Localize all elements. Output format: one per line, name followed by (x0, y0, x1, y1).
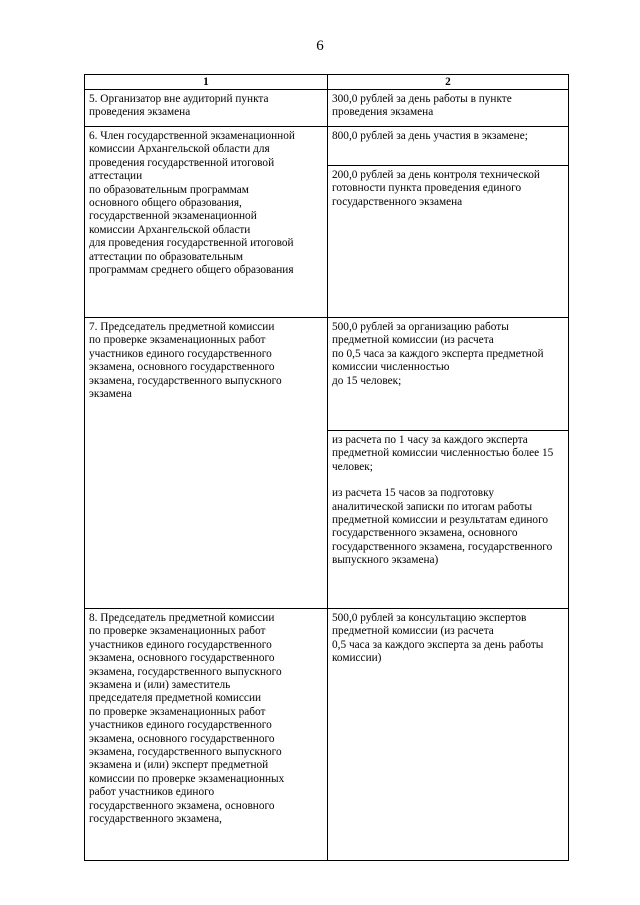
position-line: проведения экзамена (89, 106, 191, 119)
payment-line: до 15 человек; (332, 374, 402, 387)
payment-cell (328, 609, 569, 861)
payment-cell (328, 318, 569, 431)
position-cell (85, 127, 328, 318)
payment-line: 0,5 часа за каждого эксперта за день работы (332, 638, 544, 651)
column-header-2: 2 (328, 75, 569, 90)
table-row (85, 318, 569, 431)
position-line: участников единого государственного (89, 347, 272, 360)
payment-line: по 0,5 часа за каждого эксперта предметной (332, 347, 544, 360)
position-line: экзамена, государственного выпускного (89, 665, 282, 678)
position-line: для проведения государственной итоговой (89, 237, 294, 250)
position-line: комиссии Архангельской области для (89, 143, 270, 156)
payment-line: 500,0 рублей за консультацию экспертов (332, 612, 527, 624)
position-line: экзамена и (или) эксперт предметной (89, 759, 269, 772)
position-line: государственного экзамена, (89, 813, 223, 826)
payment-line: государственного экзамена, государственного (332, 540, 553, 553)
table-row (85, 609, 569, 861)
table-body (85, 90, 569, 861)
payment-line: из расчета по 1 часу за каждого эксперта (332, 434, 528, 446)
position-line: по образовательным программам (89, 183, 249, 196)
position-line: экзамена, государственного выпускного (89, 374, 282, 387)
payment-line: комиссии численностью (332, 361, 450, 374)
position-line: по проверке экзаменационных работ (89, 705, 266, 718)
header-row (85, 75, 569, 90)
table-row (85, 127, 569, 166)
position-line: экзамена и (или) заместитель (89, 679, 231, 692)
position-line: экзамена (89, 388, 132, 401)
payment-line: выпускного экзамена) (332, 554, 439, 567)
payment-line: предметной комиссии (из расчета (332, 334, 494, 347)
payment-cell (328, 127, 569, 166)
payment-line: аналитической записки по итогам работы (332, 500, 533, 513)
paragraph-gap (332, 474, 564, 487)
payment-line: 500,0 рублей за организацию работы (332, 321, 509, 333)
position-line: участников единого государственного (89, 638, 272, 651)
fee-table (84, 74, 569, 861)
page-number: 6 (316, 38, 324, 54)
position-line: программам среднего общего образования (89, 264, 294, 277)
payment-line: предметной комиссии (из расчета (332, 625, 494, 638)
position-line: 7. Председатель предметной комиссии (89, 321, 275, 333)
position-line: государственного экзамена, основного (89, 799, 275, 812)
table-row (85, 90, 569, 127)
payment-line: проведения экзамена (332, 106, 434, 119)
payment-cell (328, 431, 569, 609)
payment-line: 800,0 рублей за день участия в экзамене; (332, 130, 528, 142)
position-line: аттестации по образовательным (89, 250, 244, 263)
payment-line: комиссии) (332, 652, 382, 665)
payment-line: предметной комиссии и результатам единого (332, 514, 549, 527)
payment-cell (328, 90, 569, 127)
position-line: комиссии по проверке экзаменационных (89, 772, 285, 785)
position-line: 8. Председатель предметной комиссии (89, 612, 275, 624)
position-line: по проверке экзаменационных работ (89, 334, 266, 347)
position-line: экзамена, основного государственного (89, 652, 275, 665)
position-line: 5. Организатор вне аудиторий пункта (89, 93, 269, 105)
position-line: участников единого государственного (89, 719, 272, 732)
position-cell (85, 318, 328, 609)
payment-cell (328, 166, 569, 318)
position-line: комиссии Архангельской области (89, 223, 251, 236)
position-line: 6. Член государственной экзаменационной (89, 130, 295, 142)
position-line: по проверке экзаменационных работ (89, 625, 266, 638)
payment-line: 300,0 рублей за день работы в пункте (332, 93, 512, 105)
position-line: проведения государственной итоговой (89, 156, 275, 169)
column-header-1: 1 (85, 75, 328, 90)
position-cell (85, 609, 328, 861)
payment-line: человек; (332, 460, 373, 473)
position-line: работ участников единого (89, 786, 215, 799)
payment-line: готовности пункта проведения единого (332, 182, 522, 195)
position-line: основного общего образования, (89, 197, 242, 210)
position-cell (85, 90, 328, 127)
payment-line: государственного экзамена (332, 195, 463, 208)
payment-line: 200,0 рублей за день контроля технической (332, 169, 540, 181)
position-line: экзамена, основного государственного (89, 732, 275, 745)
payment-line: государственного экзамена, основного (332, 527, 518, 540)
position-line: экзамена, основного государственного (89, 361, 275, 374)
position-line: экзамена, государственного выпускного (89, 746, 282, 759)
payment-line: предметной комиссии численностью более 15 (332, 447, 554, 460)
position-line: государственной экзаменационной (89, 210, 257, 223)
position-line: председателя предметной комиссии (89, 692, 262, 705)
payment-line: из расчета 15 часов за подготовку (332, 487, 495, 500)
position-line: аттестации (89, 170, 143, 183)
